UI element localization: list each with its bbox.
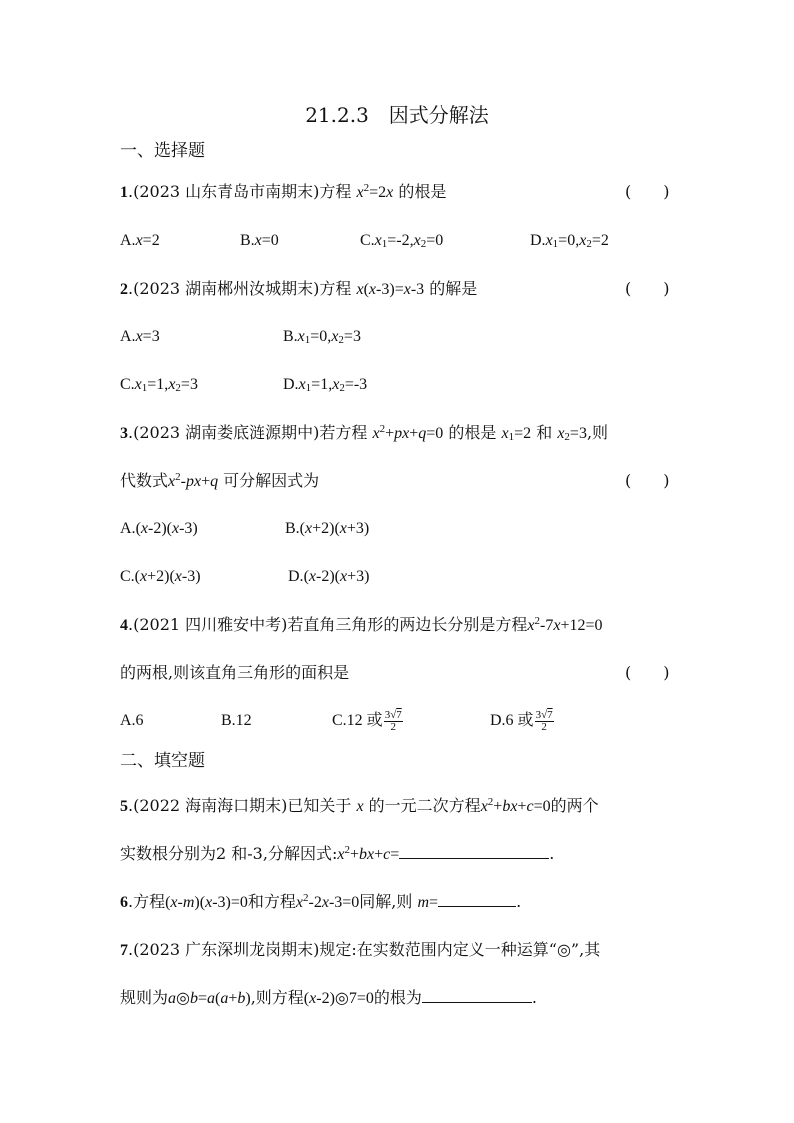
fraction-3sqrt7-over-2: $\frac{3√7}{2}$: [384, 709, 402, 733]
q1-answer-paren: ( ): [625, 182, 670, 201]
q5-answer-blank[interactable]: [399, 844, 549, 859]
fraction-3sqrt7-over-2: $\frac{3√7}{2}$: [535, 709, 553, 733]
question-4: 4.(2021 四川雅安中考)若直角三角形的两边长分别是方程$x^2-7x+12=0$: [120, 615, 603, 634]
q7-source: .(2023 广东深圳龙岗期末): [128, 940, 320, 959]
question-3-line-2: 代数式$x^2-px+q$ 可分解因式为: [120, 471, 320, 490]
q1-option-a: A.x=2: [120, 232, 160, 249]
section-heading-choice: 一、选择题: [120, 141, 205, 161]
q3-answer-paren: ( ): [625, 471, 670, 490]
question-6: 6.方程(x-m)(x-3)=0和方程$x^2-2x-3=0$同解,则 m= .: [120, 892, 522, 911]
q3-option-d: D.(x-2)(x+3): [288, 568, 370, 585]
question-5-line-2: 实数根分别为2 和-3,分解因式$:x^2+bx+c=$ .: [120, 844, 555, 863]
q5-source: .(2022 海南海口期末): [128, 796, 288, 815]
q7-answer-blank[interactable]: [422, 988, 532, 1003]
question-7: 7.(2023 广东深圳龙岗期末)规定:在实数范围内定义一种运算“◎”,其: [120, 940, 601, 959]
q4-answer-paren: ( ): [625, 663, 670, 682]
q1-option-d: $D.x_1=0,x_2=2$: [530, 232, 609, 250]
q2-option-d: $D.x_1=1,x_2=-3$: [283, 376, 368, 394]
q3-option-c: C.(x+2)(x-3): [120, 568, 201, 585]
q2-option-b: $B.x_1=0,x_2=3$: [283, 328, 361, 346]
question-4-line-2: 的两根,则该直角三角形的面积是: [120, 663, 350, 682]
q4-source: .(2021 四川雅安中考): [128, 615, 288, 634]
question-5: 5.(2022 海南海口期末)已知关于 x 的一元二次方程$x^2+bx+c=0$的两个: [120, 796, 599, 815]
q4-option-a: A.6: [120, 712, 144, 729]
q4-option-b: B.12: [221, 712, 252, 729]
q1-option-c: $C.x_1=-2,x_2=0$: [360, 232, 444, 250]
q1-option-b: B.x=0: [240, 232, 279, 249]
section-heading-fill: 二、填空题: [120, 751, 205, 771]
q2-answer-paren: ( ): [625, 279, 670, 298]
q3-option-b: B.(x+2)(x+3): [285, 520, 370, 537]
page-title: 21.2.3 因式分解法: [305, 103, 489, 127]
q4-option-d: D.6 或 $\frac{3√7}{2}$: [490, 709, 553, 733]
q3-source: .(2023 湖南娄底涟源期中): [128, 423, 320, 442]
q6-answer-blank[interactable]: [438, 892, 516, 907]
q2-option-a: A.x=3: [120, 328, 160, 345]
q1-source: .(2023 山东青岛市南期末): [128, 182, 320, 201]
question-3: 3.(2023 湖南娄底涟源期中)若方程 $x^2+px+q=0$ 的根是 $x_1=2$ 和 $x_2=3$,则: [120, 423, 609, 443]
q2-source: .(2023 湖南郴州汝城期末): [128, 279, 320, 298]
q2-option-c: $C.x_1=1,x_2=3$: [120, 376, 198, 394]
q4-option-c: C.12 或 $\frac{3√7}{2}$: [332, 709, 402, 733]
question-7-line-2: 规则为a◎b=a(a+b),则方程(x-2)◎7=0的根为 .: [120, 988, 537, 1007]
question-2: 2.(2023 湖南郴州汝城期末)方程 x(x-3)=x-3 的解是: [120, 279, 478, 298]
q3-option-a: A.(x-2)(x-3): [120, 520, 198, 537]
question-1: 1.(2023 山东青岛市南期末)方程 $x^2=2x$ 的根是: [120, 182, 447, 201]
